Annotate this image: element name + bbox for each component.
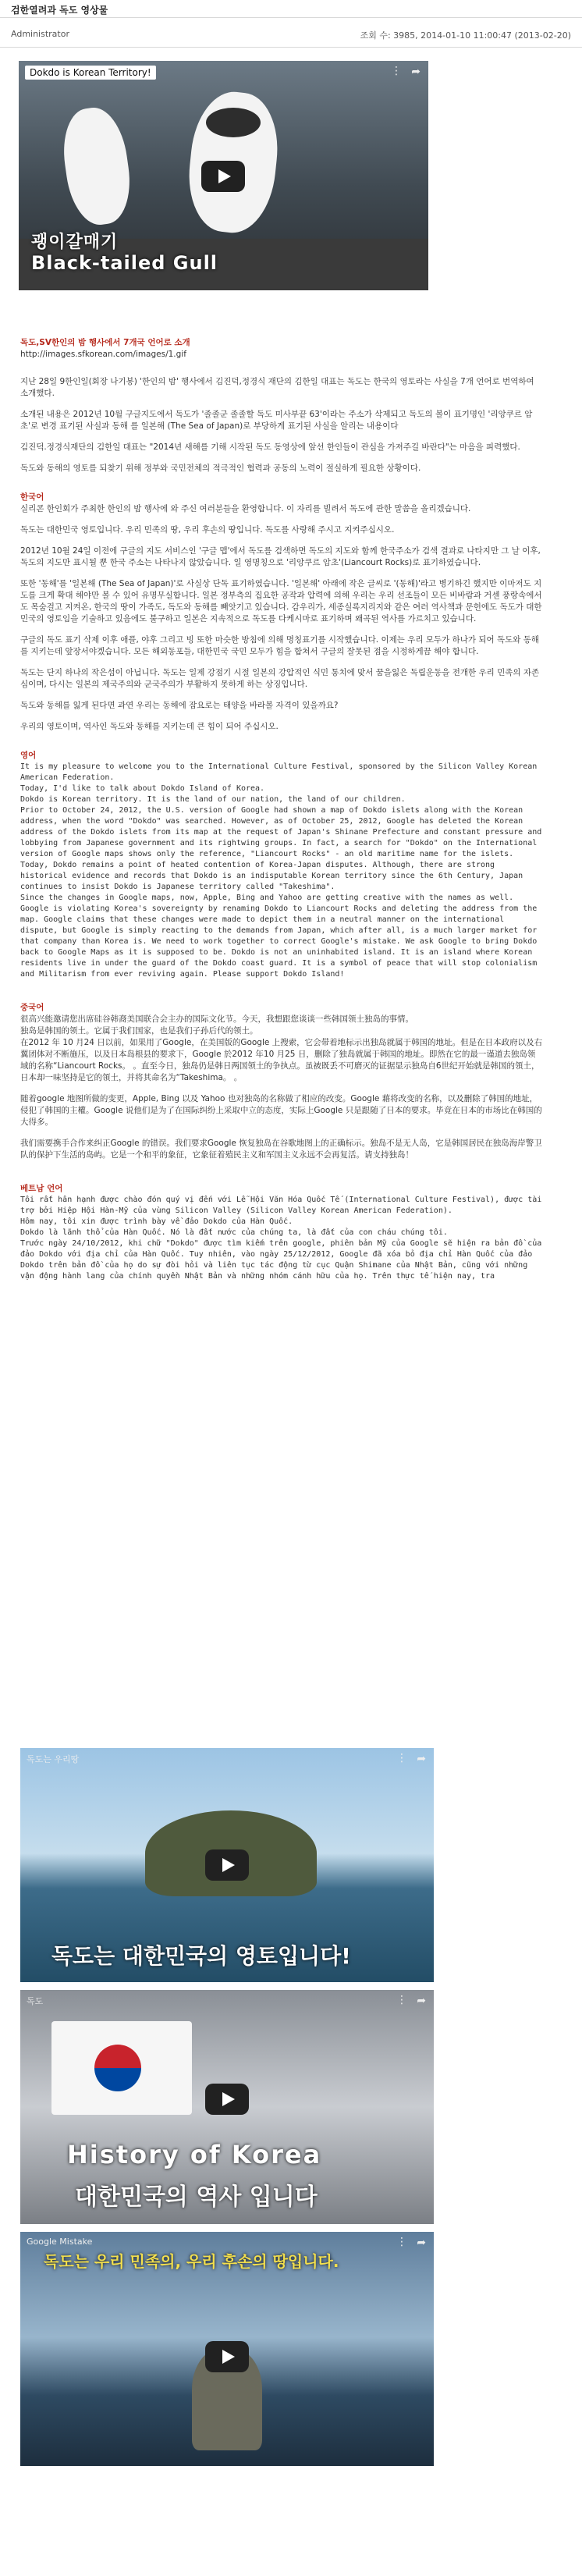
youtube-video-4[interactable] — [20, 2232, 434, 2466]
chinese-paragraph: 我们需要携手合作来纠正Google 的错误。我们要求Google 恢复独岛在谷歌地图上的正确标示。独岛不是无人岛，它是韩国居民在独岛海岸警卫队的保护下生活的岛屿。它是一个和平的象征，它象征着殖民主义和军国主义永远不会再复活。请支持独岛！ — [20, 1139, 542, 1160]
video-caption-kr: 괭이갈매기 — [31, 233, 119, 252]
share-icon[interactable]: ➦ — [417, 1753, 426, 1765]
article-heading: 독도,SV한인의 밤 행사에서 7개국 언어로 소개 — [20, 338, 190, 347]
video-caption-en: Black-tailed Gull — [31, 252, 218, 274]
article-link[interactable]: http://images.sfkorean.com/images/1.gif — [20, 350, 186, 359]
korean-paragraph: 구글의 독도 표기 삭제 이후 애플, 야후 그리고 빙 또한 마슷한 방침에 의해 명칭표기를 시작했습니다. 이제는 우리 모두가 하나가 되어 독도와 동해를 지키는데 앞장서야겠습니다. 모든 해외동포들, 대한민국 국민 모두가 힘을 합쳐서 구글의 잘못된 점을 시정하게끔 해야 합니다. — [20, 635, 540, 656]
more-options-icon[interactable]: ⋮ — [396, 2236, 407, 2248]
page-title: 검한열려과 독도 영상물 — [11, 5, 108, 16]
article-body — [20, 337, 543, 1292]
article-paragraph: 독도와 동해의 영토를 되찾기 위해 정부와 국민전체의 적극적인 협력과 공동의 노력이 절실하게 필요한 상황이다. — [20, 464, 421, 473]
korean-paragraph: 실리콘 한인회가 주최한 한인의 밤 행사에 와 주신 여러분들을 환영합니다. 이 자리를 빌려서 독도에 관한 말씀을 올리겠습니다. — [20, 504, 471, 513]
video-title[interactable]: Dokdo is Korean Territory! — [25, 66, 156, 80]
korean-paragraph: 독도와 동해를 잃게 된다면 과연 우리는 동해에 잠요로는 태양을 바라볼 자격이 있을까요? — [20, 701, 339, 710]
chinese-paragraph: 很高兴能邀请您出席硅谷韩裔美国联合会主办的国际文化节。今天，我想跟您谈谈一些韩国领土独岛的事情。 独岛是韩国的领土。它属于我们国家，也是我们子孙后代的领土。 在2012 年 10 月24 日以前，如果用了Google，在美国版的Google 上搜索，它会带着地标示出独岛就属于韩国的地址。但是在日本政府以及右翼团体对不断施压，以及日本岛根县的要求下，Google 於2012 年10 月25 日，删除了独岛就属于韩国的地址。即然在它的最一谨道去独岛领域的名称“Liancourt Rocks。 。直至今日，独岛仍是韩日两国领土的争执点。虽被既丢不可磨灭的证据显示独岛自6世纪开始就是韩国的領土，日本却一味坚持是它的領土，并将其命名为“Takeshima。 。 — [20, 1014, 543, 1082]
play-button[interactable] — [205, 2341, 249, 2372]
more-options-icon[interactable]: ⋮ — [396, 1752, 407, 1764]
chinese-paragraph: 随着google 地图所做的变更，Apple, Bing 以及 Yahoo 也对独岛的名称做了相应的改变。Google 藉将改变的名称，以及删除了韩国的地址，侵犯了韩国的主權。Google 说他们是为了在国际纠纷上采取中立的态度，实际上Google 只是跟随了日本的要求。毕竟在日本的市场比在韩国的大得多。 — [20, 1094, 542, 1127]
section-heading-korean: 한국어 — [20, 492, 44, 502]
share-icon[interactable]: ➦ — [411, 66, 421, 78]
more-options-icon[interactable]: ⋮ — [391, 65, 402, 77]
video-caption: 독도는 대한민국의 영토입니다! — [51, 1943, 351, 1969]
play-button[interactable] — [205, 1849, 249, 1881]
section-heading-english: 영어 — [20, 751, 37, 760]
post-author[interactable]: Administrator — [11, 29, 69, 39]
video-caption-en: History of Korea — [67, 2140, 322, 2169]
post-meta: 조회 수: 3985, 2014-01-10 11:00:47 (2013-02-20) — [360, 30, 571, 41]
youtube-video-3[interactable] — [20, 1990, 434, 2224]
section-heading-vietnamese: 베트남 언어 — [20, 1184, 63, 1193]
share-icon[interactable]: ➦ — [417, 2237, 426, 2249]
page-title-bar — [0, 0, 582, 18]
english-text: It is my pleasure to welcome you to the International Culture Festival, sponsored by the Silicon Valley Korean American Federation. Today, I'd like to talk about Dokdo Island of Korea. Dokdo is Korean territory. It is the land of our nation, the land of our children. Prior to October 24, 2012, the U.S. version of Google had shown a map of Dokdo islets along with the Korean address, when the word "Dokdo" was searched. However, as of October 25, 2012, Google has deleted the Korean address of the Dokdo islets from its map at the request of Japan's Shinane Prefecture and constant pressure and lobbying from Japanese government and its rightwing groups. In fact, a search for "Dokdo" on the International version of Google maps shows only the reference, "Liancourt Rocks" - an old maritime name for the islets. Today, Dokdo remains a point of heated contention of Korea-Japan disputes. Although, there are strong historical evidence and records that Dokdo is an indisputable Korean territory since the 6th Century, Japan continues to insist Dokdo is Japanese territory called "Takeshima". Since the changes in Google maps, now, Apple, Bing and Yahoo are getting creative with the names as well. Google is violating Korea's sovereignty by renaming Dokdo to Liancourt Rocks and deleting the address from the map. Google claims that these changes were made to depict them in a neutral manner on the international dispute, but Google is simply reacting to the demands from Japan, which after all, is a much larger market for that company than Korea is. We need to work together to correct Google's mistake. We ask Google to bring Dokdo back to Google Maps as it is supposed to be. Dokdo is not an uninhabited island. It is an island where Korean residents live in under the guard of the Dokdo coast guard. It is a symbol of peace that will stop colonialism and Militarism from ever reviving again. Please support Dokdo Island! — [20, 762, 542, 979]
video-title[interactable]: 독도 — [27, 1996, 44, 2006]
article-paragraph: 김진덕.정경식재단의 김한일 대표는 "2014년 새해를 기해 시작된 독도 동영상에 앞선 한인들이 관심을 가져주길 바란다"는 마음을 피력했다. — [20, 442, 520, 452]
korean-paragraph: 독도는 단지 하나의 작은섬이 아닙니다. 독도는 일제 강점기 시절 일본의 강압적인 식민 통치에 맞서 꿈을잃은 독립운동을 전개한 우리 민족의 자존심이며, 다시는 일본의 제국주의와 군국주의가 부활하지 못하게 하는 상징입니다. — [20, 668, 540, 689]
vietnamese-text: Tôi rất hân hạnh được chào đón quý vị đến với Lễ Hội Văn Hóa Quốc Tế (International Culture Festival), được tài trợ bởi Hiệp Hội Hàn-Mỹ của vùng Silicon Valley (Silicon Valley Korean American Federation). Hôm nay, tôi xin được trình bày về đảo Dokdo của Hàn Quốc. Dokdo là lãnh thổ của Hàn Quốc. Nó là đất nước của chúng ta, là đất của con cháu chúng tôi. Trước ngày 24/10/2012, khi chữ "Dokdo" được tìm kiếm trên google, phiên bản Mỹ của Google sẽ hiện ra bản đồ của đảo Dokdo với địa chỉ của Hàn Quốc. Tuy nhiên, vào ngày 25/12/2012, Google đã xóa bỏ địa chỉ Hàn Quốc của đảo Dokdo trên bản đồ của họ do sự đòi hỏi và liên tục tác động từ cục Quận Shimane của Nhật Bản, cũng với những vận động hành lang của chính quyền Nhật Bản và những nhóm cánh hữu của họ. Trên thực tế hiện nay, tra — [20, 1196, 542, 1281]
play-button[interactable] — [205, 2084, 249, 2115]
video-caption-kr: 대한민국의 역사 입니다 — [75, 2183, 318, 2211]
more-options-icon[interactable]: ⋮ — [396, 1994, 407, 2006]
korean-paragraph: 또한 '동해'를 '일본해 (The Sea of Japan)'로 사실상 단독 표기하였습니다. '일본해' 아래에 작은 글씨로 '(동해)'라고 병기하긴 했지만 이마저도 지도를 크게 확대 해야만 볼 수 있어 유명무실합니다. 일본 정부측의 집요한 공작과 압력에 의해 우리는 우리 선조들이 모든 비바람과 거센 풍랑속에서도 목숨걸고 지켜온, 한국의 땅이 가족도, 독도와 동해를 빼앗기고 있습니다. 감우리가, 세종실록지리지와 같은 여러 역사책과 문헌에도 독도가 대한민국의 영토임을 기술하고 있음에도 불구하고 일본은 지속적으로 독도를 다케시마로 표기하며 왜곡된 역사를 가르치고 있습니다. — [20, 579, 542, 624]
korean-paragraph: 독도는 대한민국 영토입니다. 우리 민족의 땅, 우리 후손의 땅입니다. 독도를 사랑해 주시고 지켜주십시오. — [20, 525, 395, 535]
korean-paragraph: 우리의 영토이며, 역사인 독도와 동해를 지키는데 큰 힘이 되어 주십시오. — [20, 722, 279, 731]
korean-paragraph: 2012년 10월 24일 이전에 구글의 지도 서비스인 '구글 맵'에서 독도를 검색하면 독도의 지도와 함께 한국주소가 검색 결과로 나타지만 그 날 이후, 독도의 지도만 표시될 뿐 한국 주소는 나타나지 않았습니다. 일 영명칭으로 '리앙쿠르 암초'(Liancourt Rocks)로 표기하였습니다. — [20, 546, 541, 567]
video-title[interactable]: Google Mistake — [27, 2237, 93, 2247]
share-icon[interactable]: ➦ — [417, 1995, 426, 2007]
section-heading-chinese: 중국어 — [20, 1003, 44, 1012]
video-caption: 독도는 우리 민족의, 우리 후손의 땅입니다. — [44, 2252, 339, 2271]
article-paragraph: 지난 28일 9한인일(회장 나기봉) '한인의 밤' 행사에서 김진덕,정경식 재단의 김한일 대표는 독도는 한국의 영토라는 사실을 7개 언어로 번역하여 소개했다. — [20, 377, 534, 398]
play-button[interactable] — [201, 161, 245, 192]
article-paragraph: 소개된 내용은 2012년 10월 구글지도에서 독도가 '졸졸군 졸졸할 독도 미사부끝 63'이라는 주소가 삭제되고 독도의 볼이 표기명인 '리앙쿠르 암초'로 변경 표기된 사실과 동해 를 일본해 (The Sea of Japan)로 부당하게 표기된 사실을 알리는 내용이다 — [20, 410, 533, 431]
youtube-video-1[interactable] — [19, 61, 428, 290]
video-title[interactable]: 독도는 우리땅 — [27, 1754, 80, 1764]
post-meta-bar — [0, 20, 582, 48]
youtube-video-2[interactable] — [20, 1748, 434, 1982]
